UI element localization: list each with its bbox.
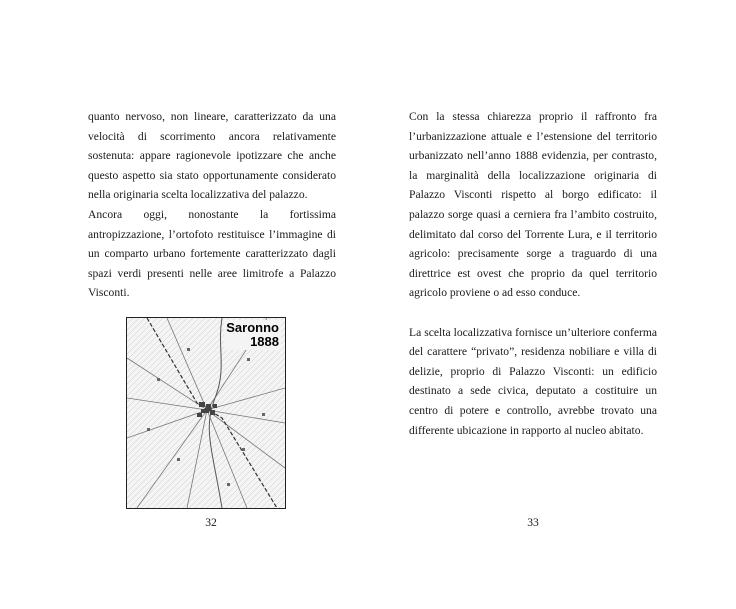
map-label-city: Saronno (226, 320, 279, 335)
left-paragraph-2: Ancora oggi, nonostante la fortissima antropizzazione, l’ortofoto restituisce l’immagine di un comparto urbano fortemente caratterizzato dagli spazi verdi presenti nelle aree limitrofe a Palazzo Visconti. (88, 207, 336, 300)
map-label-year: 1888 (250, 334, 279, 349)
right-text-column (409, 107, 657, 440)
right-paragraph-1: Con la stessa chiarezza proprio il raffronto fra l’urbanizzazione attuale e l’estensione del territorio urbanizzato nell’anno 1888 evidenzia, per contrasto, la marginalità della localizzazione originaria di Palazzo Visconti rispetto al borgo edificato: il palazzo sorge quasi a cerniera fra l’ambito costruito, delimitato dal corso del Torrente Lura, e il territorio agricolo: precisamente sorge a traguardo di una direttrice est ovest che proprio da quel territorio agricolo proviene o ad esso conduce. (409, 110, 657, 300)
left-page-number: 32 (205, 516, 217, 529)
map-label (224, 320, 281, 350)
right-paragraph-2: La scelta localizzativa fornisce un’ulteriore conferma del carattere “privato”, residenza nobiliare e villa di delizie, proprio di Palazzo Visconti: un edificio destinato a sede civica, deputato a costituire un centro di potere e controllo, avrebbe trovato una differente ubicazione in rapporto al nucleo abitato. (409, 325, 657, 437)
left-text-column (88, 107, 336, 303)
left-paragraph-1: quanto nervoso, non lineare, caratterizzato da una velocità di scorrimento ancora relativamente sostenuta: appare ragionevole ipotizzare che anche questo aspetto sia stato opportunamente considerato nella originaria scelta localizzativa del palazzo. (88, 110, 336, 202)
right-page (368, 0, 736, 609)
right-page-number: 33 (527, 516, 539, 529)
historic-map-figure (126, 317, 286, 509)
